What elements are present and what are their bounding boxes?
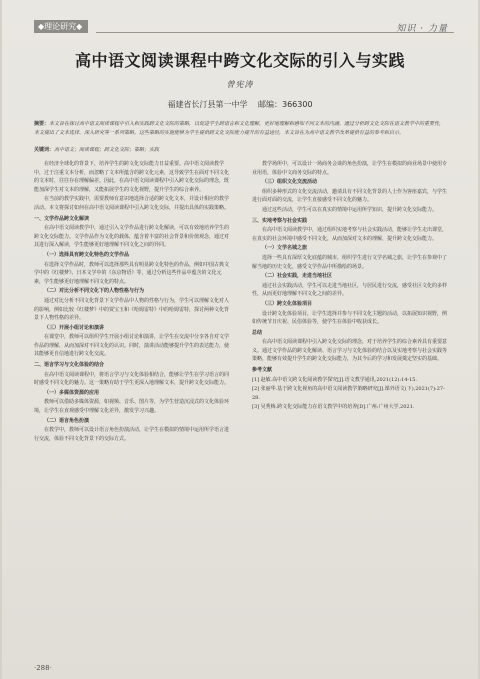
paragraph: 在当前的教学实践中，需要教师有意识地选择合适的跨文化文本，并设计相应的教学活动。本文将探讨如何在高中语文阅读课程中引入跨文化交际，并提出具体的实践策略。 (34, 196, 230, 211)
paragraph: 通过对比分析不同文化背景下文学作品中人物的性格与行为，学生可以理解文化对人的影响，例如比较《红楼梦》中的贾宝玉和《哈姆雷特》中的哈姆雷特，探讨两种文化背景下人物性格的差异。 (34, 297, 230, 322)
heading: 三、实地考察与社会实践 (252, 217, 308, 224)
paragraph: 在高中语文阅读课程中，将语言学习与文化体验相结合，能够让学生在学习语言的同时感受不同文化的魅力。这一策略有助于学生更深入地理解文本，提升跨文化交际能力。 (34, 371, 230, 387)
reference: [2] 张丽华.基于跨文化视角的高中语文阅读教学策略研究[J].课外语文(下),2021(7):27-28. (252, 386, 445, 401)
author-affiliation (2, 99, 478, 110)
article-title: 高中语文阅读课程中跨文化交际的引入与实践 (74, 51, 405, 70)
paragraph: 在教学中，教师可以设计语言角色扮演活动，让学生在模拟的情境中运用所学语言进行交流，体验不同文化背景下的交际方式。 (34, 427, 230, 442)
heading: （一）多媒体资源的应用 (44, 389, 100, 396)
keywords-text: 高中语文；阅读课程；跨文化交际；策略；实践 (54, 147, 160, 153)
heading: 参考文献 (252, 367, 273, 374)
heading: （一）文学名城之旅 (262, 245, 308, 252)
article-author: 曾宪涛 (226, 80, 254, 89)
heading: （一）选择具有跨文化特色的文学作品 (44, 251, 130, 258)
paragraph: 通过社会实践活动，学生可以走进当地社区，与居民进行交流，感受社区文化的多样性，从而更好地理解不同文化之间的差异。 (252, 282, 448, 298)
paragraph: 在课堂中，教师可以组织学生开展小组讨论和演讲，让学生在交流中分享各自对文学作品的理解，从而加深对不同文化的认识。同时，演讲活动能够提升学生的表达能力，使其能够更自信地进行跨文化交流。 (34, 334, 230, 358)
postcode (258, 100, 313, 109)
postcode-label: 邮编： (258, 100, 282, 109)
heading: （三）跨文化体验项目 (262, 300, 313, 307)
abstract (34, 120, 448, 137)
paragraph: 通过这些活动，学生可以在真实的情境中运用所学知识，提升跨文化交际能力。 (262, 206, 438, 213)
paragraph: 教学场所中，可以设计一场商务会谈的角色扮演，让学生在模拟的商业场景中使用专业用语，体验中文商务交际的特点。 (252, 161, 448, 176)
heading: （二）语言角色扮演 (44, 417, 90, 424)
reference: [3] 吴秀梅.跨文化交际能力在语文教学中的培养[D].广州:广州大学,2021. (252, 404, 415, 411)
paragraph: 在高中语文阅读教学中，通过组织实地考察与社会实践活动，能够让学生走出课堂，在真实的社会环境中感受不同文化，从而加深对文本的理解，提升跨文化交际能力。 (252, 227, 448, 242)
heading: 二、语言学习与文化体验的结合 (34, 362, 105, 369)
heading: （三）组织文化交流活动 (262, 179, 318, 186)
section-tag: ◆理论研究◆ (34, 20, 88, 33)
reference: [1] 赵敏.高中语文跨文化阅读教学探究[J].语文教学通讯,2021(12):14-15. (252, 376, 418, 383)
paragraph: 选择一些具有深厚文化底蕴的城市，组织学生进行文学名城之旅，让学生在参观中了解当地的历史文化，感受文学作品中所描绘的场景。 (252, 254, 448, 270)
affiliation-name: 福建省长汀县第一中学 (167, 100, 248, 109)
paper-page (2, 0, 478, 679)
paragraph: 在经济全球化的背景下，培养学生的跨文化交际能力日益重要。高中语文阅读教学中，过于注重文本分析，而忽略了文本所蕴含的跨文化元素，这导致学生在面对不同文化的文本时，往往存在理解偏差。因此，在高中语文阅读课程中引入跨文化交际的理念，既能加深学生对文本的理解，又能拓展学生的文化视野，提升学生的综合素养。 (34, 161, 230, 193)
keywords-label: 关键词： (34, 147, 55, 153)
heading: （三）开展小组讨论和演讲 (44, 324, 105, 331)
heading: 一、文学作品跨文化解读 (34, 215, 90, 222)
paragraph: 设计跨文化体验项目，让学生选择并参与不同文化主题的活动，以拓展知识视野，例如传统节日庆祝、民俗体验等，使学生在体验中收获成长。 (252, 310, 448, 326)
abstract-text: 本文旨在探讨高中语文阅读课程中引入和实践跨文化交际的策略，以促进学生跨语言和文化理解，更好地理解和感知不同文本的内涵。通过分析跨文化交际在语文教学中的重要性，本文提出了文本选择、深入研究等一系列策略。这些策略的实施能够为学生提供跨文化交际能力提升的有益途径，本文旨在为高中语文教学改革提供有益的参考和启示。 (34, 121, 445, 136)
heading: 总结 (252, 329, 263, 336)
paragraph: 在选择文学作品时，教师可以选择那些具有明显跨文化特色的作品，例如中国古典文学中的《红楼梦》、日本文学中的《东京物语》等，通过分析这些作品中蕴含的文化元素，学生能够更好地理解不同文化的特点。 (34, 261, 230, 285)
keywords (34, 146, 448, 154)
postcode-value: 366300 (282, 100, 313, 109)
paragraph: 组织多种形式的文化交流活动，邀请具有不同文化背景的人士作为客座嘉宾，与学生进行面对面的交流，让学生直接感受不同文化的魅力。 (252, 188, 448, 204)
body-column-left (34, 160, 230, 444)
page-number: ·288· (34, 664, 52, 672)
heading: （二）社会实践，走进当地社区 (262, 273, 333, 280)
body-column-right (252, 160, 448, 413)
header-bar (34, 20, 454, 36)
abstract-label: 摘要： (34, 121, 50, 127)
journal-name: 知识 · 力量 (396, 24, 448, 34)
paragraph: 在高中语文阅读教学中，通过引入文学作品进行跨文化解读，可以有效地培养学生的跨文化交际能力。文学作品作为文化的载体，蕴含着丰富的社会背景和价值观念，通过对其进行深入解读，学生能够更好地理解不同文化之间的异同。 (34, 225, 230, 249)
heading: （二）对比分析不同文化下的人物性格与行为 (44, 288, 145, 295)
paragraph: 教师可以借助多媒体资源，如视频、音乐、图片等，为学生营造沉浸式的文化体验环境，让学生在直观感受中理解文化差异，激发学习兴趣。 (34, 399, 230, 415)
paragraph: 在高中语文阅读课程中引入跨文化交际的理念，对于培养学生的综合素养具有重要意义。通过文学作品的跨文化解读、语言学习与文化体验的结合以及实地考察与社会实践等策略，能够有效提升学生的跨文化交际能力，为其今后的学习和发展奠定坚实的基础。 (252, 339, 448, 363)
